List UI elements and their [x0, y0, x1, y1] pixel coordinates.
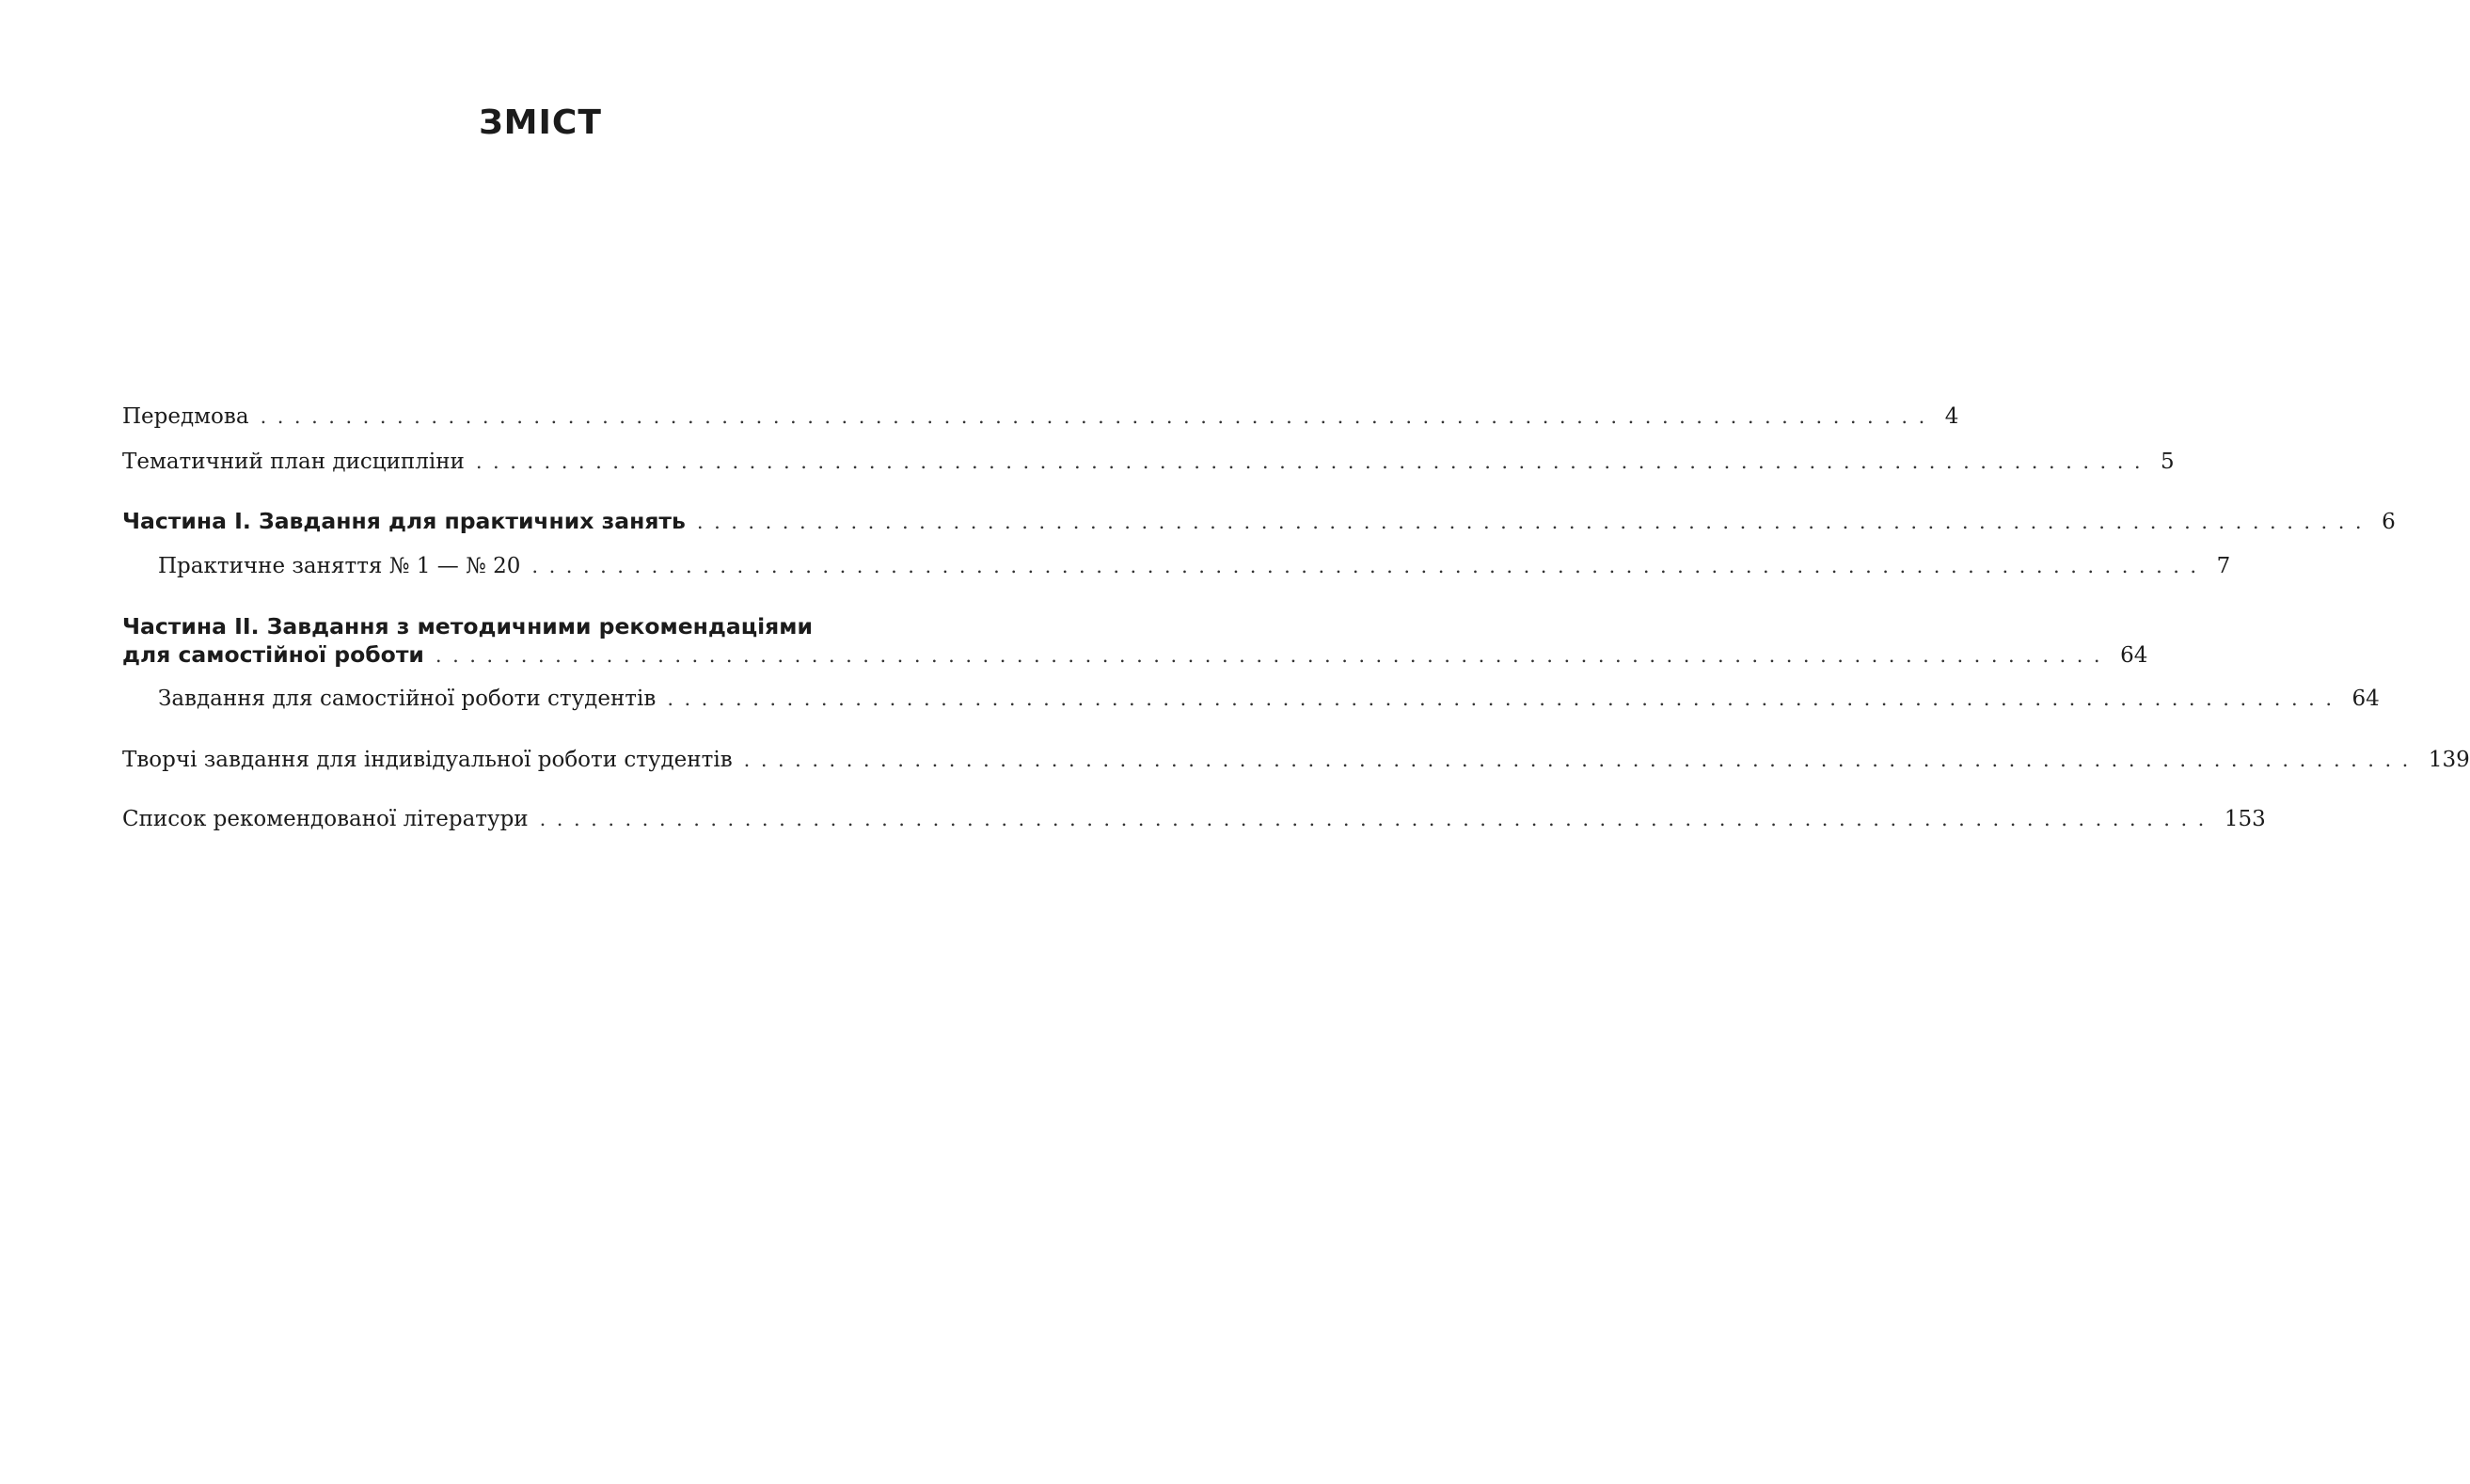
toc-entry-label: Завдання для самостійної роботи студентів	[158, 687, 657, 711]
toc-entry-references[interactable]	[122, 807, 2266, 831]
toc-entry-label: Список рекомендованої літератури	[122, 807, 529, 831]
dot-leader: ..................................................................................................	[539, 808, 2215, 830]
toc-entry-label: Тематичний план дисципліни	[122, 450, 465, 474]
dot-leader: ..................................................................................................	[260, 405, 1936, 428]
toc-entry-page: 5	[2161, 450, 2175, 474]
toc-entry-thematic-plan[interactable]	[122, 450, 2175, 474]
toc-entry-part-2[interactable]	[122, 641, 2148, 668]
toc-entry-label: для самостійної роботи	[122, 641, 424, 668]
toc-entry-page: 6	[2382, 510, 2396, 534]
toc-entry-label: Практичне заняття № 1 — № 20	[158, 554, 521, 578]
dot-leader: ..................................................................................................	[531, 555, 2208, 577]
dot-leader: ..................................................................................................	[667, 687, 2343, 710]
toc-entry-part-1[interactable]	[122, 508, 2396, 534]
toc-entry-preface[interactable]	[122, 404, 1959, 429]
dot-leader: ..................................................................................................	[696, 511, 2373, 533]
toc-entry-label: Частина І. Завдання для практичних занять	[122, 508, 686, 534]
toc-entry-page: 7	[2216, 554, 2231, 578]
dot-leader: ..................................................................................................	[435, 644, 2112, 667]
toc-entry-label: Творчі завдання для індивідуальної роботи студентів	[122, 748, 733, 772]
toc-entry-page: 64	[2120, 643, 2148, 668]
toc-entry-part-2-line-1[interactable]: Частина ІІ. Завдання з методичними рекомендаціями	[122, 613, 813, 639]
toc-entry-creative-tasks[interactable]	[122, 748, 2470, 772]
toc-entry-label: Передмова	[122, 404, 249, 429]
toc-entry-page: 64	[2351, 687, 2380, 711]
toc-entry-independent-tasks[interactable]	[122, 687, 2380, 711]
page-title: ЗМІСТ	[479, 103, 602, 142]
toc-entry-page: 139	[2428, 748, 2470, 772]
toc-entry-practical-lessons[interactable]	[122, 554, 2231, 578]
toc-entry-page: 4	[1944, 404, 1959, 429]
dot-leader: ..................................................................................................	[743, 749, 2419, 771]
toc-entry-page: 153	[2224, 807, 2266, 831]
dot-leader: ..................................................................................................	[475, 450, 2152, 473]
